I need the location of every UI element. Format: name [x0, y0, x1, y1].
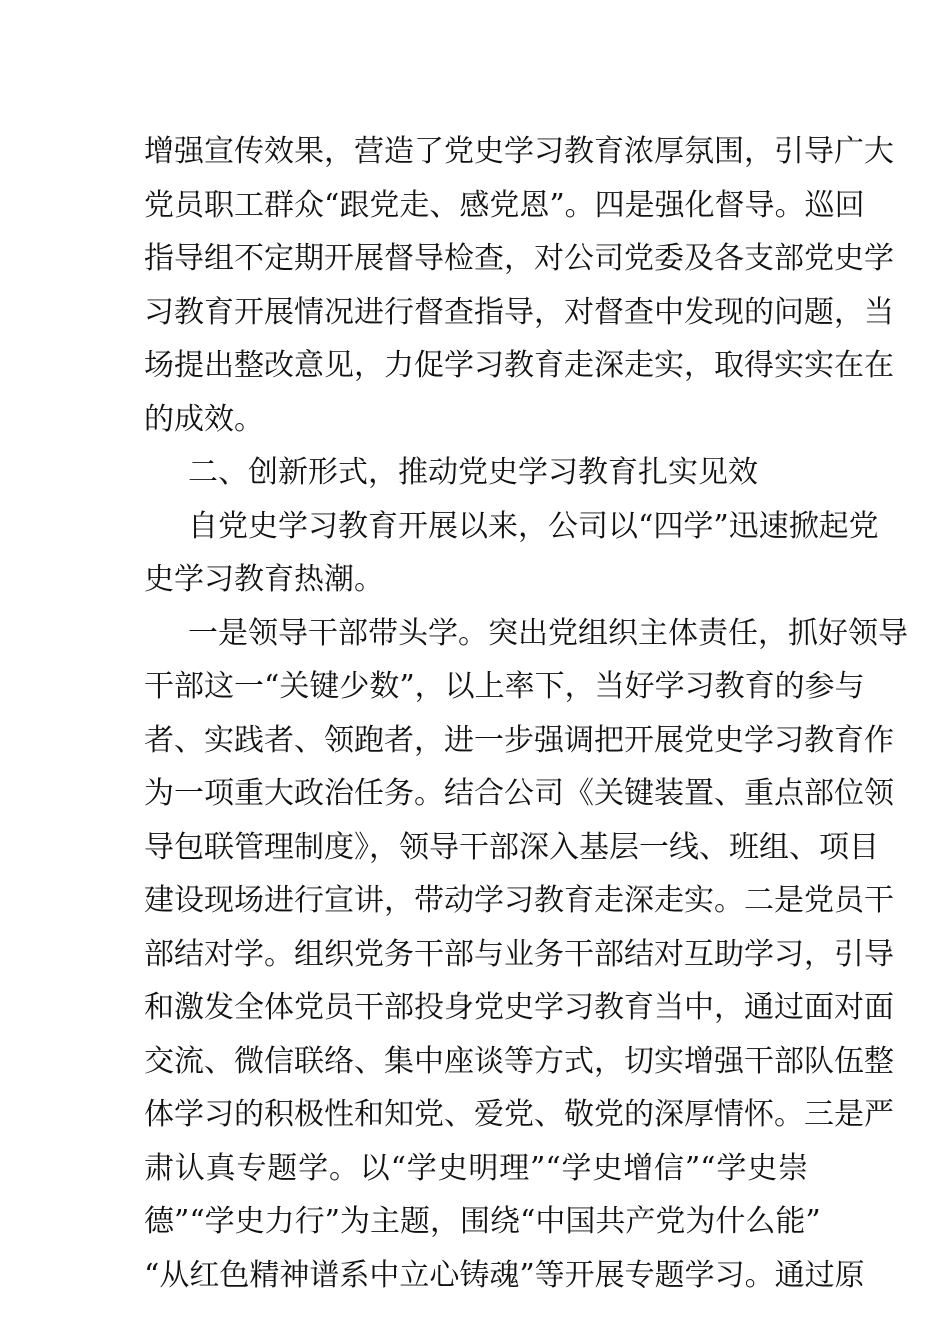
paragraph-line: 增强宣传效果，营造了党史学习教育浓厚氛围，引导广大	[144, 134, 894, 169]
paragraph-line: 为一项重大政治任务。结合公司《关键装置、重点部位领	[144, 776, 894, 811]
section-heading: 二、创新形式，推动党史学习教育扎实见效	[188, 455, 758, 490]
paragraph-line: 习教育开展情况进行督查指导，对督查中发现的问题，当	[144, 294, 894, 330]
paragraph-line: 党员职工群众“跟党走、感党恩”。四是强化督导。巡回	[144, 187, 865, 223]
paragraph-line: 和激发全体党员干部投身党史学习教育当中，通过面对面	[144, 990, 894, 1025]
paragraph-line: 干部这一“关键少数”，以上率下，当好学习教育的参与	[144, 669, 865, 704]
paragraph-line: 自党史学习教育开展以来，公司以“四学”迅速掀起党	[188, 508, 879, 544]
paragraph-line: 导包联管理制度》，领导干部深入基层一线、班组、项目	[144, 829, 879, 865]
paragraph-line: 一是领导干部带头学。突出党组织主体责任，抓好领导	[188, 615, 908, 651]
paragraph-line: “从红色精神谱系中立心铸魂”等开展专题学习。通过原	[144, 1257, 865, 1293]
paragraph-line: 者、实践者、领跑者，进一步强调把开展党史学习教育作	[144, 722, 894, 758]
paragraph-line: 部结对学。组织党务干部与业务干部结对互助学习，引导	[144, 936, 894, 972]
paragraph-line: 交流、微信联络、集中座谈等方式，切实增强干部队伍整	[144, 1043, 894, 1079]
paragraph-line: 德”“学史力行”为主题，围绕“中国共产党为什么能”	[144, 1204, 821, 1239]
paragraph-line: 体学习的积极性和知党、爱党、敬党的深厚情怀。三是严	[144, 1097, 894, 1132]
paragraph-line: 场提出整改意见，力促学习教育走深走实，取得实实在在	[144, 348, 894, 383]
paragraph-line: 史学习教育热潮。	[144, 562, 384, 597]
paragraph-line: 建设现场进行宣讲，带动学习教育走深走实。二是党员干	[144, 883, 894, 918]
paragraph-line: 肃认真专题学。以“学史明理”“学史增信”“学史崇	[144, 1150, 808, 1186]
document-body	[144, 125, 908, 1302]
paragraph-line: 的成效。	[144, 401, 264, 437]
paragraph-line: 指导组不定期开展督导检查，对公司党委及各支部党史学	[144, 241, 894, 276]
